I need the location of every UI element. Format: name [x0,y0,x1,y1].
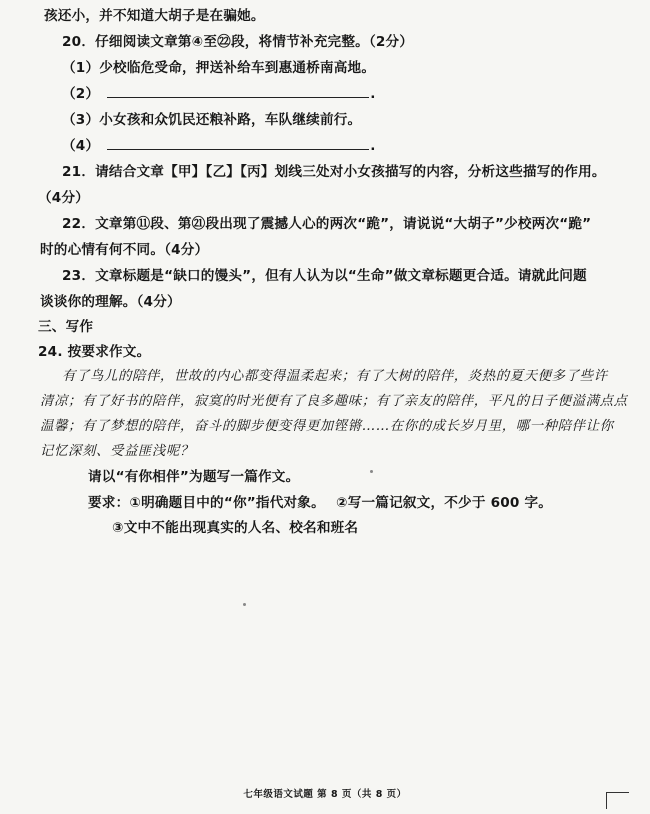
page-edge-mark [606,792,629,809]
scan-speck [243,603,246,606]
requirement-3: ③文中不能出现真实的人名、校名和班名 [112,520,359,536]
question-20-item-4 [62,137,376,155]
question-23-cont: 谈谈你的理解。（4分） [40,294,181,310]
answer-blank-4[interactable] [107,137,369,150]
question-20: 20．仔细阅读文章第④至㉒段，将情节补充完整。（2分） [62,34,414,50]
essay-material-line-4: 记忆深刻、受益匪浅呢？ [40,444,194,459]
item-4-label: （4） [62,138,100,154]
question-23: 23．文章标题是“缺口的馒头”，但有人认为以“生命”做文章标题更合适。请就此问题 [62,268,587,284]
question-21-points: （4分） [38,190,90,206]
question-24: 24. 按要求作文。 [38,344,151,360]
essay-material-line-3: 温馨；有了梦想的陪伴，奋斗的脚步便变得更加铿锵……在你的成长岁月里，哪一种陪伴让你 [40,419,614,434]
question-20-item-2 [62,85,376,103]
page-footer: 七年级语文试题 第 8 页（共 8 页） [243,789,407,800]
essay-material-line-1: 有了鸟儿的陪伴，世故的内心都变得温柔起来；有了大树的陪伴，炎热的夏天便多了些许 [62,369,608,384]
requirement-1: 要求：①明确题目中的“你”指代对象。 [88,495,325,511]
essay-prompt: 请以“有你相伴”为题写一篇作文。 [88,469,300,485]
requirement-2: ②写一篇记叙文，不少于 600 字。 [336,495,553,511]
question-21: 21．请结合文章【甲】【乙】【丙】划线三处对小女孩描写的内容，分析这些描写的作用。 [62,164,606,180]
scan-speck [370,470,373,473]
question-22: 22．文章第⑪段、第㉑段出现了震撼人心的两次“跪”，请说说“大胡子”少校两次“跪” [62,216,592,232]
question-22-cont: 时的心情有何不同。（4分） [40,242,209,258]
section-writing-heading: 三、写作 [38,319,94,335]
question-20-item-3: （3）小女孩和众饥民还粮补路，车队继续前行。 [62,112,362,128]
answer-blank-2[interactable] [107,85,369,98]
story-tail-line: 孩还小，并不知道大胡子是在骗她。 [44,8,265,24]
essay-material-line-2: 清凉；有了好书的陪伴，寂寞的时光便有了良多趣味；有了亲友的陪伴，平凡的日子便溢满点点 [40,394,628,409]
blank-end-dot: . [370,86,376,102]
blank-end-dot: . [370,138,376,154]
question-20-item-1: （1）少校临危受命，押送补给车到惠通桥南高地。 [62,60,376,76]
item-2-label: （2） [62,86,100,102]
